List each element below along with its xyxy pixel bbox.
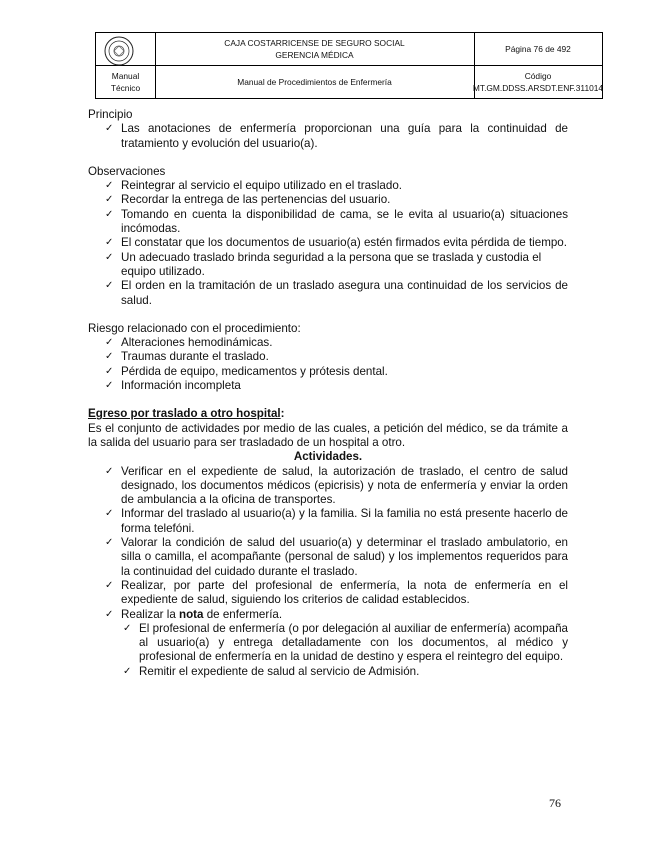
check-icon: ✓ [105, 337, 114, 349]
list-item: ✓ Realizar, por parte del profesional de enfermería, la nota de enfermería en el expediente de salud, siguiendo los criterios de calidad establecidos. [105, 578, 568, 607]
check-icon: ✓ [105, 208, 114, 220]
check-icon: ✓ [105, 237, 114, 249]
doc-title: Manual de Procedimientos de Enfermería [237, 77, 392, 87]
list-item: ✓ Tomando en cuenta la disponibilidad de cama, se le evita al usuario(a) situaciones incómodas. [105, 207, 568, 236]
check-icon: ✓ [105, 180, 114, 192]
list-item: ✓ Valorar la condición de salud del usuario(a) y determinar el traslado ambulatorio, en silla o camilla, el acompañante (personal de salud) y los implementos requeridos para la continuidad del cuidado durante el traslado. [105, 536, 568, 578]
nota-bold: nota [179, 607, 204, 621]
check-icon: ✓ [105, 508, 114, 520]
list-item: ✓ Verificar en el expediente de salud, la autorización de traslado, el centro de salud designado, los documentos médicos (epicrisis) y nota de enfermería y enviar la orden de ambulancia a la oficina de transportes. [105, 464, 568, 507]
page-label: Página [505, 44, 532, 54]
code-cell [474, 65, 602, 99]
check-icon: ✓ [105, 380, 114, 392]
riesgo-section [88, 322, 568, 393]
list-item: ✓ Pérdida de equipo, medicamentos y prótesis dental. [105, 364, 388, 378]
logo-cell [96, 33, 155, 65]
page-content [88, 108, 568, 679]
check-icon: ✓ [105, 365, 114, 377]
list-item: ✓ Reintegrar al servicio el equipo utilizado en el traslado. [105, 179, 402, 193]
page-total: 492 [556, 44, 571, 54]
egreso-section [88, 407, 568, 450]
check-icon: ✓ [105, 465, 114, 477]
principio-heading: Principio [88, 108, 133, 121]
check-icon: ✓ [105, 194, 114, 206]
list-item: ✓ Traumas durante el traslado. [105, 350, 269, 364]
footer-page-number: 76 [549, 796, 561, 810]
egreso-description: Es el conjunto de actividades por medio de las cuales, a petición del médico, se da trámite a la salida del usuario para ser trasladado de un hospital a otro. [88, 421, 568, 449]
observaciones-heading: Observaciones [88, 164, 166, 178]
check-icon: ✓ [123, 665, 132, 677]
riesgo-list [88, 336, 568, 393]
code-label: Código [524, 71, 552, 81]
check-icon: ✓ [105, 537, 114, 549]
egreso-title: Egreso por traslado a otro hospital [88, 407, 281, 421]
check-icon: ✓ [105, 579, 114, 591]
page-current: 76 [533, 44, 543, 54]
riesgo-heading: Riesgo relacionado con el procedimiento: [88, 321, 301, 335]
doc-type-line1: Manual [111, 71, 140, 81]
actividades-heading: Actividades. [293, 450, 363, 464]
list-item: ✓ Informar del traslado al usuario(a) y la familia. Si la familia no está presente hacerlo de forma telefóni. [105, 507, 568, 535]
check-icon: ✓ [105, 251, 114, 263]
page-of: de [545, 44, 555, 54]
observaciones-section [88, 165, 568, 308]
list-item: ✓ Remitir el expediente de salud al servicio de Admisión. [123, 664, 420, 678]
check-icon: ✓ [105, 123, 114, 135]
management-name: GERENCIA MÉDICA [275, 50, 354, 60]
list-item: ✓ Alteraciones hemodinámicas. [105, 336, 273, 350]
institution-name: CAJA COSTARRICENSE DE SEGURO SOCIAL [224, 38, 405, 48]
list-item: ✓ Un adecuado traslado brinda seguridad a la persona que se traslada y custodia el equipo utilizado. [105, 250, 542, 278]
list-item: ✓ Las anotaciones de enfermería proporcionan una guía para la continuidad de tratamiento y evolución del usuario(a). [105, 122, 568, 150]
check-icon: ✓ [105, 280, 114, 292]
page-info-cell [474, 33, 602, 65]
list-item: ✓ Información incompleta [105, 379, 241, 393]
doc-type-cell [96, 65, 155, 99]
principio-list [88, 122, 568, 151]
observaciones-list [88, 179, 568, 308]
doc-type-line2: Técnico [110, 83, 141, 93]
principio-section [88, 108, 568, 151]
actividades-list [88, 465, 568, 622]
code-value: MT.GM.DDSS.ARSDT.ENF.311014 [472, 83, 604, 93]
check-icon: ✓ [105, 351, 114, 363]
actividades-sub-list [88, 622, 568, 679]
list-item: ✓ Recordar la entrega de las pertenencias del usuario. [105, 193, 391, 207]
list-item: ✓ El constatar que los documentos de usuario(a) estén firmados evita pérdida de tiempo. [105, 236, 567, 250]
egreso-title-line: Egreso por traslado a otro hospital: [88, 407, 285, 421]
list-item: ✓ El orden en la tramitación de un traslado asegura una continuidad de los servicios de salud. [105, 279, 568, 307]
institution-cell [155, 33, 474, 65]
doc-title-cell [155, 65, 474, 99]
check-icon: ✓ [123, 622, 132, 634]
list-item: ✓ Realizar la nota de enfermería. [105, 607, 283, 621]
list-item: ✓ El profesional de enfermería (o por delegación al auxiliar de enfermería) acompaña al usuario(a) y entrega detalladamente con los documentos, al médico y profesional de enfermería en la unidad de destino y espera el reintegro del equipo. [123, 621, 568, 664]
document-header [95, 32, 603, 99]
ccss-seal-logo [104, 36, 134, 66]
check-icon: ✓ [105, 608, 114, 620]
